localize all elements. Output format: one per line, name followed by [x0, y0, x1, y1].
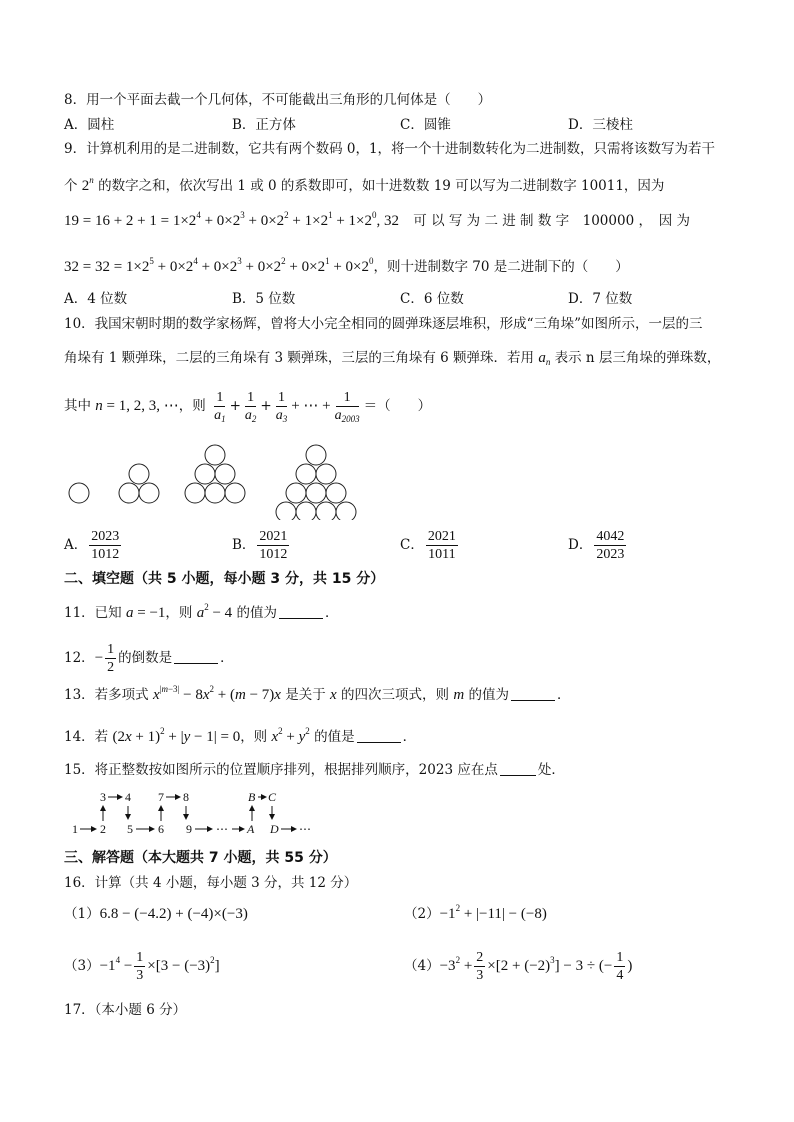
q8-option-b: B．正方体	[232, 117, 296, 133]
q9-formula-32: $32 = 32 = 1\times 2^5 + 0\times 2^4 + 0\times 2^3 + 0\times 2^2 + 0\times 2^1 + 0\times 2^0$	[64, 256, 374, 275]
q11-b: ，则	[165, 605, 197, 621]
q10-option-a-frac: $\frac{2023}{1012}$	[91, 529, 120, 562]
q10-frac-a2003: $\frac{1}{a_{2003}}$	[334, 390, 360, 424]
stack4-ball	[306, 483, 326, 503]
q12: 12．− $\frac{1}{2}$ 的倒数是 ．	[64, 642, 234, 675]
seq-B: B	[248, 790, 256, 804]
seq-2: 2	[100, 822, 106, 836]
q10-option-a-label: A．	[64, 537, 88, 553]
q14-c: 的值是	[309, 729, 355, 745]
stack3-ball	[215, 464, 235, 484]
q15-tail: 处．	[537, 762, 565, 778]
q14-b: ，则	[240, 729, 272, 745]
q16-p1-label: （1）	[64, 906, 100, 922]
q12-a: 12．	[64, 650, 95, 666]
seq-A: A	[247, 822, 255, 836]
q9-option-c: C．6 位数	[400, 291, 464, 307]
q9-line1: 9．计算机利用的是二进制数，它共有两个数码 0，1，将一个十进制数转化为二进制数，只需将该数写为若干	[64, 141, 716, 157]
q13-poly: $x^{|m-3|} - 8x^2 + (m - 7)x$	[152, 684, 281, 703]
q13-e: ．	[556, 687, 571, 703]
seq-dots2: ⋯	[299, 822, 311, 836]
q9-line3	[64, 211, 690, 231]
seq-dots1: ⋯	[216, 822, 228, 836]
stack2-ball	[129, 464, 149, 484]
section2-heading: 二、填空题（共 5 小题，每小题 3 分，共 15 分）	[64, 571, 385, 587]
q16-p4-label: （4）	[404, 958, 440, 974]
stack4-ball	[296, 502, 316, 520]
q10-frac-a1: $\frac{1}{a_1}$	[214, 390, 226, 424]
q10-line2-b: 表示 n 层三角垛的弹珠数，	[550, 350, 721, 366]
q8-option-d: D．三棱柱	[568, 117, 633, 133]
q14-d: ．	[402, 729, 417, 745]
seq-8: 8	[183, 790, 189, 804]
q14-answer-blank[interactable]	[357, 728, 401, 743]
stack4-ball	[316, 502, 336, 520]
q16-part4: $(4)-3^2$ + $\frac{2}{3}$ $\times[2 + (-2)^3] - 3$ ÷ (− $\frac{1}{4}$ )	[404, 950, 633, 983]
seq-D: D	[270, 822, 279, 836]
q10-option-b	[232, 528, 291, 563]
section3-heading: 三、解答题（本大题共 7 小题，共 55 分）	[64, 850, 337, 866]
q15	[64, 760, 565, 780]
stack3-ball	[205, 483, 225, 503]
stack4-ball	[336, 502, 356, 520]
q8-option-a: A．圆柱	[64, 117, 115, 133]
q15-text: 15．将正整数按如图所示的位置顺序排列，根据排列顺序，2023 应在点	[64, 762, 498, 778]
q10-line3: 其中 n = 1, 2, 3, ⋯，则 $\frac{1}{a_1}$ + $\frac{1}{a_2}$ + $\frac{1}{a_3}$ + ⋯ + $\frac{1}{a_{2003}}$ ＝（ ）	[64, 390, 432, 424]
q13-b: 是关于	[280, 687, 331, 703]
q10-line1: 10．我国宋朝时期的数学家杨辉，曾将大小完全相同的圆弹珠逐层堆积，形成“三角垛”如图所示，一层的三	[64, 316, 703, 332]
q16-part3: $(3)-1^4$ − $\frac{1}{3}$ $\times[3 - (-3)^2]$	[64, 950, 220, 983]
q16-p3-label: （3）	[64, 958, 100, 974]
q15-sequence-figure	[66, 786, 326, 838]
q13-d: 的值为	[464, 687, 509, 703]
q10-line2-a: 角垛有 1 颗弹珠，二层的三角垛有 3 颗弹珠，三层的三角垛有 6 颗弹珠．若用	[64, 350, 539, 366]
q11-a: 11．已知	[64, 605, 126, 621]
stack4-ball	[286, 483, 306, 503]
q10-option-d-frac: $\frac{4042}{2023}$	[596, 529, 625, 562]
q10-frac-a3: $\frac{1}{a_3}$	[275, 390, 288, 424]
q9-line4-tail: ，则十进制数字 70 是二进制下的（ ）	[373, 259, 629, 275]
q11-cond: a = −1	[125, 605, 166, 621]
q13-a: 13．若多项式	[64, 687, 153, 703]
stack4-ball	[276, 502, 296, 520]
stack3-ball	[205, 445, 225, 465]
q16-part2	[404, 904, 547, 924]
q8-stem: 8．用一个平面去截一个几何体，不可能截出三角形的几何体是（ ）	[64, 92, 492, 108]
q10-option-c-label: C．	[400, 537, 424, 553]
seq-6: 6	[158, 822, 164, 836]
q10-option-d	[568, 528, 628, 563]
stack3-ball	[225, 483, 245, 503]
q16-p2-label: （2）	[404, 906, 440, 922]
stack1-ball	[69, 483, 89, 503]
q10-frac-a2: $\frac{1}{a_2}$	[244, 390, 257, 424]
q16-p2-expr: $-1^2 + |-11| - (-8)$	[439, 903, 547, 922]
q11-c: 的值为	[232, 605, 277, 621]
q11	[64, 603, 338, 623]
seq-9: 9	[186, 822, 192, 836]
q9-line2	[64, 176, 664, 196]
q10-option-d-label: D．	[568, 537, 593, 553]
q10-line3-b: ，则	[178, 398, 206, 414]
q12-b: 的倒数是	[118, 650, 173, 666]
q16-p1-expr: 6.8 − (−4.2) + (−4)×(−3)	[99, 906, 248, 922]
stack4-ball	[316, 464, 336, 484]
stack4-ball	[326, 483, 346, 503]
q14	[64, 727, 416, 747]
q13-c: 的四次三项式，则	[336, 687, 454, 703]
q16-p4-frac2: $\frac{1}{4}$	[616, 950, 624, 983]
seq-3: 3	[100, 790, 106, 804]
q11-answer-blank[interactable]	[279, 604, 323, 619]
q10-option-c-frac: $\frac{2021}{1011}$	[427, 529, 456, 562]
stack3-ball	[195, 464, 215, 484]
q16-part1	[64, 904, 248, 924]
q9-line2-a: 个	[64, 178, 82, 194]
q10-option-b-label: B．	[232, 537, 256, 553]
q9-formula-19: $19 = 16 + 2 + 1 = 1\times 2^4 + 0\times 2^3 + 0\times 2^2 + 1\times 2^1 + 1\times 2^0$, 32	[64, 210, 399, 229]
stack4-ball	[306, 445, 326, 465]
q10-option-a	[64, 528, 123, 563]
q11-d: ．	[324, 605, 339, 621]
seq-4: 4	[125, 790, 131, 804]
q16-p4-expr: $\times[2 + (-2)^3] - 3$ ÷ (−	[487, 955, 613, 974]
stack4-ball	[296, 464, 316, 484]
q9-line4	[64, 257, 629, 277]
q16-p3-expr: $\times[3 - (-3)^2]$	[147, 955, 220, 974]
q9-line2-b: 的数字之和，依次写出 1 或 0 的系数即可，如十进数数 19 可以写为二进制数字 10011，因为	[93, 178, 665, 194]
stack3-ball	[185, 483, 205, 503]
q14-cond: $(2x + 1)^2 + |y - 1| = 0$	[112, 726, 241, 745]
q9-option-a: A．4 位数	[64, 291, 128, 307]
q10-an-symbol: $a_n$	[538, 350, 551, 367]
q8-option-c: C．圆锥	[400, 117, 451, 133]
q16-p4-frac1: $\frac{2}{3}$	[476, 950, 484, 983]
q14-a: 14．若	[64, 729, 113, 745]
q10-triangle-stacks-figure	[60, 440, 370, 520]
q11-expr: $a^2 - 4$	[196, 602, 233, 621]
seq-7: 7	[158, 790, 164, 804]
q10-option-b-frac: $\frac{2021}{1012}$	[259, 529, 288, 562]
q13: 13．若多项式 $x^{|m-3|} - 8x^2 + (m - 7)x$ 是关于 x 的四次三项式，则 m 的值为 ．	[64, 684, 571, 703]
q16-title: 16．计算（共 4 小题，每小题 3 分，共 12 分）	[64, 875, 358, 891]
q9-option-b: B．5 位数	[232, 291, 296, 307]
q10-option-c	[400, 528, 460, 563]
q10-line2	[64, 348, 720, 368]
q16-p3-frac: $\frac{1}{3}$	[136, 950, 144, 983]
q9-power-of-two: 2$^n$	[81, 175, 94, 194]
q9-line3-tail: 可 以 写 为 二 进 制 数 字 100000 ， 因 为	[413, 213, 690, 229]
q10-line3-a: 其中	[64, 398, 96, 414]
seq-C: C	[268, 790, 277, 804]
q15-answer-blank[interactable]	[500, 761, 536, 776]
q12-answer-blank[interactable]	[174, 649, 218, 664]
seq-1: 1	[72, 822, 78, 836]
q12-frac: $\frac{1}{2}$	[107, 642, 115, 675]
q12-c: ．	[220, 650, 234, 666]
stack2-ball	[119, 483, 139, 503]
q13-answer-blank[interactable]	[511, 686, 555, 701]
q10-n-range: n = 1, 2, 3, ⋯	[95, 398, 179, 414]
q10-line3-c: ＝（ ）	[363, 398, 432, 414]
q14-expr: $x^2 + y^2$	[271, 726, 310, 745]
stack2-ball	[139, 483, 159, 503]
q17-heading: 17．（本小题 6 分）	[64, 1002, 187, 1018]
seq-5: 5	[127, 822, 133, 836]
q9-option-d: D．7 位数	[568, 291, 633, 307]
